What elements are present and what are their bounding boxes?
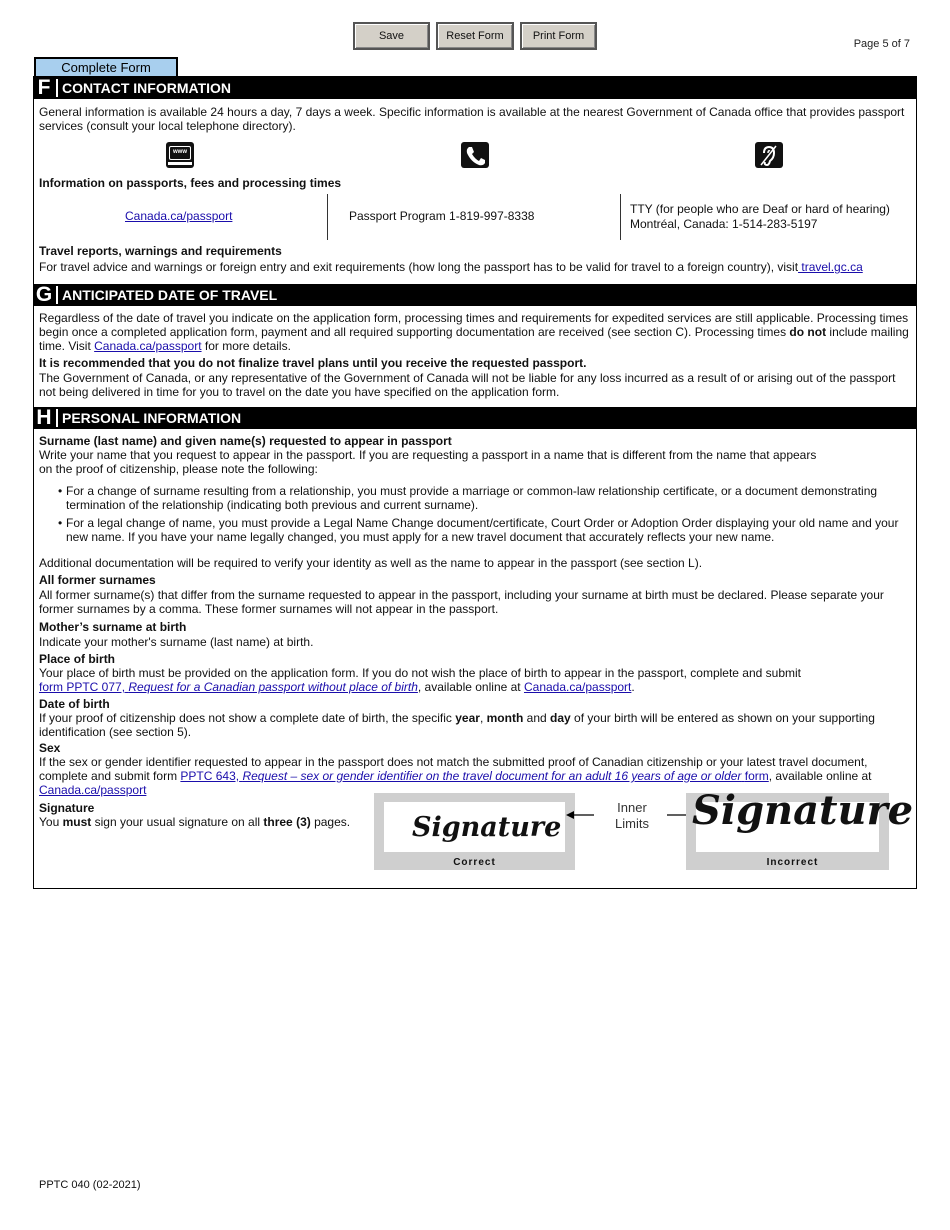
section-g-title: ANTICIPATED DATE OF TRAVEL bbox=[62, 287, 278, 303]
section-g-letter: G bbox=[35, 283, 53, 306]
mother-surname-text: Indicate your mother's surname (last name) at birth. bbox=[39, 635, 314, 649]
section-g-header bbox=[34, 284, 916, 306]
signature-heading: Signature bbox=[39, 801, 95, 815]
place-of-birth-text: Your place of birth must be provided on the application form. If you do not wish the place of birth to appear in the passport, complete and submit bbox=[39, 666, 802, 680]
phone-number: Passport Program 1-819-997-8338 bbox=[349, 209, 535, 223]
tty-line-2: Montréal, Canada: 1-514-283-5197 bbox=[630, 217, 818, 231]
surname-text-1: Write your name that you request to appear in the passport. If you are requesting a passport in a name that is different from the name that appears bbox=[39, 448, 817, 462]
travel-heading: Travel reports, warnings and requirements bbox=[39, 244, 282, 258]
travel-date-paragraph: Regardless of the date of travel you indicate on the application form, processing times and requirements for expedited services are still applicable. Processing times begin once a completed application form, payment and all required supporting documentation are received (see section C). Processing times do not include mailing time. Visit Canada.ca/passport for more details. bbox=[39, 311, 909, 353]
arrow-left-icon bbox=[565, 808, 595, 822]
web-icon-label: www bbox=[172, 149, 187, 155]
signature-correct-example bbox=[374, 793, 575, 870]
section-h-title: PERSONAL INFORMATION bbox=[62, 410, 242, 426]
signature-incorrect-example bbox=[686, 787, 914, 870]
canada-passport-link[interactable]: Canada.ca/passport bbox=[125, 209, 233, 223]
correct-label: Correct bbox=[453, 857, 496, 868]
travel-recommendation: It is recommended that you do not finalize travel plans until you receive the requested passport. bbox=[39, 356, 587, 370]
canada-passport-link[interactable]: Canada.ca/passport bbox=[94, 339, 202, 353]
divider bbox=[327, 194, 328, 240]
canada-passport-link[interactable]: Canada.ca/passport bbox=[523, 680, 632, 694]
date-of-birth-heading: Date of birth bbox=[39, 697, 110, 711]
place-of-birth-links: form PPTC 077, Request for a Canadian passport without place of birth, available online at Canada.ca/passport. bbox=[39, 680, 635, 694]
former-surnames-text: All former surname(s) that differ from the surname requested to appear in the passport, including your surname at birth must be declared. Please separate your former surnames by a comma. These former surnames will not appear in the passport. bbox=[39, 588, 884, 616]
divider bbox=[620, 194, 621, 240]
pptc-077-link[interactable]: form PPTC 077, Request for a Canadian passport without place of birth bbox=[39, 680, 418, 694]
date-of-birth-text: If your proof of citizenship does not show a complete date of birth, the specific year, month and day of your birth will be entered as shown on your supporting identification (see section 5). bbox=[39, 711, 875, 739]
complete-form-tab[interactable]: Complete Form bbox=[34, 57, 178, 76]
page-number: Page 5 of 7 bbox=[853, 38, 910, 50]
additional-docs: Additional documentation will be required to verify your identity as well as the name to appear in the passport (see section L). bbox=[39, 556, 703, 570]
tty-line-1: TTY (for people who are Deaf or hard of hearing) bbox=[630, 202, 890, 216]
info-heading: Information on passports, fees and processing times bbox=[39, 176, 342, 190]
surname-bullets bbox=[39, 484, 911, 548]
section-h-letter: H bbox=[36, 406, 52, 429]
section-f-title: CONTACT INFORMATION bbox=[62, 80, 232, 96]
section-f-header bbox=[34, 77, 916, 99]
hearing-icon bbox=[755, 142, 783, 168]
list-item: • For a legal change of name, you must provide a Legal Name Change document/certificate, Court Order or Adoption Order displaying your old name and your new name. If you have your name legally changed, you must apply for a new travel document that accurately reflects your new name. bbox=[39, 516, 911, 544]
signature-text: You must sign your usual signature on all three (3) pages. bbox=[39, 815, 351, 829]
section-f-letter: F bbox=[37, 76, 51, 99]
sex-heading: Sex bbox=[39, 741, 61, 755]
list-item: • For a change of surname resulting from a relationship, you must provide a marriage or common-law relationship certificate, or a document demonstrating termination of the relationship (indicating both previous and current surname). bbox=[39, 484, 911, 512]
pptc-643-link[interactable]: PPTC 643, Request – sex or gender identifier on the travel document for an adult 16 years of age or older form bbox=[180, 769, 769, 783]
print-form-button[interactable]: Print Form bbox=[520, 22, 597, 50]
former-surnames-heading: All former surnames bbox=[39, 573, 156, 587]
signature-correct-image: Signature bbox=[412, 812, 562, 843]
contact-intro: General information is available 24 hours a day, 7 days a week. Specific information is available at the nearest Government of Canada office that provides passport services (consult your local telephone directory). bbox=[39, 105, 905, 133]
form-code: PPTC 040 (02-2021) bbox=[39, 1179, 141, 1191]
mother-surname-heading: Mother’s surname at birth bbox=[39, 620, 187, 634]
liability-paragraph: The Government of Canada, or any representative of the Government of Canada will not be liable for any loss incurred as a result of or arising out of the passport not being delivered in time for you to travel on the date you have specified on the application form. bbox=[39, 371, 896, 399]
place-of-birth-heading: Place of birth bbox=[39, 652, 116, 666]
sex-text: If the sex or gender identifier requested to appear in the passport does not match the submitted proof of Canadian citizenship or your latest travel document, complete and submit form PPTC 643, Request – sex or gender identifier on the travel document for an adult 16 years of age or older form, available online at Canada.ca/passport bbox=[39, 755, 872, 797]
section-h-header bbox=[34, 407, 916, 429]
travel-text: For travel advice and warnings or foreign entry and exit requirements (how long the passport has to be valid for travel to a foreign country), visit travel.gc.ca bbox=[39, 260, 863, 274]
incorrect-label: Incorrect bbox=[766, 857, 819, 868]
phone-icon bbox=[461, 142, 489, 168]
travel-gc-link[interactable]: travel.gc.ca bbox=[798, 260, 863, 274]
web-icon bbox=[166, 142, 194, 168]
signature-incorrect-image: Signature bbox=[692, 787, 914, 834]
save-button[interactable]: Save bbox=[353, 22, 430, 50]
inner-limits-label: Inner Limits bbox=[615, 800, 649, 831]
reset-form-button[interactable]: Reset Form bbox=[436, 22, 514, 50]
surname-text-2: on the proof of citizenship, please note the following: bbox=[39, 462, 318, 476]
canada-passport-link[interactable]: Canada.ca/passport bbox=[39, 783, 147, 797]
surname-heading: Surname (last name) and given name(s) requested to appear in passport bbox=[39, 434, 452, 448]
